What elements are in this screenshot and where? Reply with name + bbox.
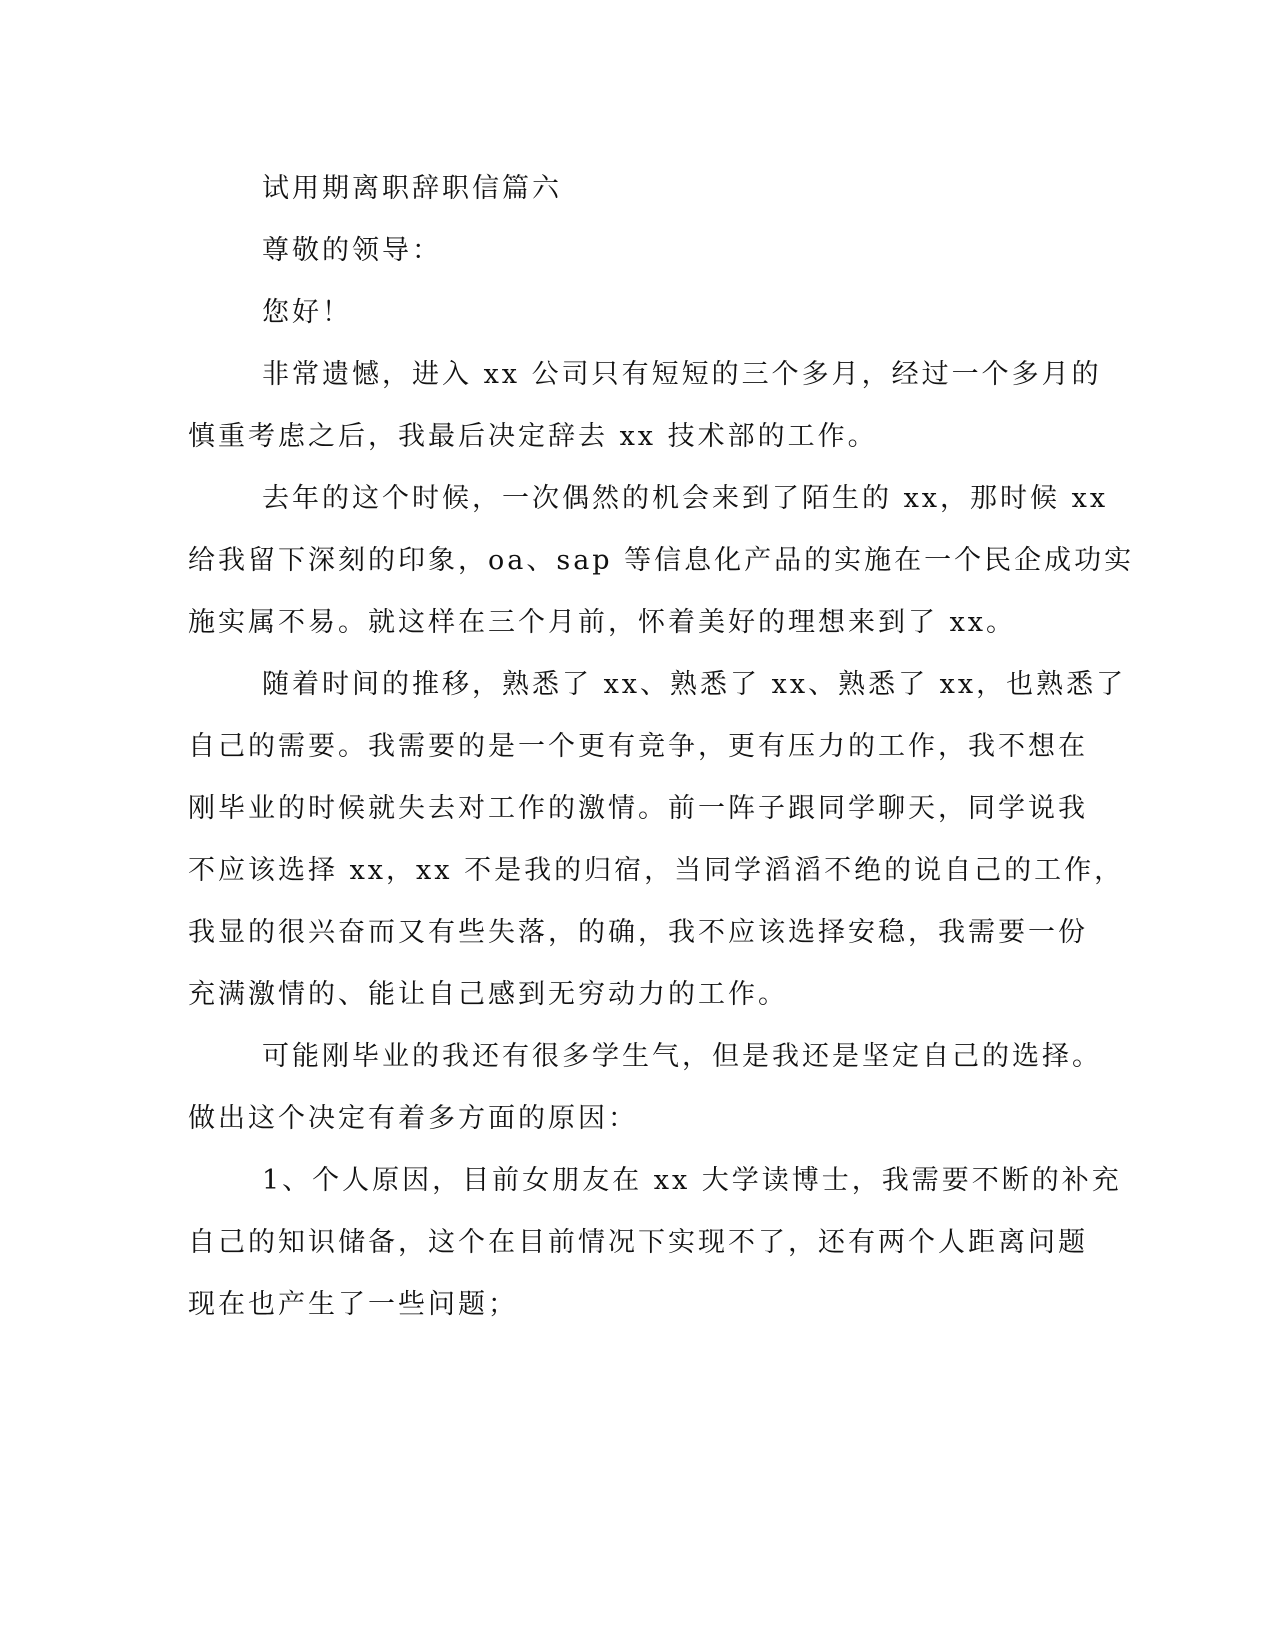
greeting: 您好！ xyxy=(262,297,352,328)
text-line: 不应该选择 xx，xx 不是我的归宿，当同学滔滔不绝的说自己的工作， xyxy=(188,855,1125,886)
text-line: 非常遗憾，进入 xx 公司只有短短的三个多月，经过一个多月的 xyxy=(262,359,1102,390)
text-line: 自己的需要。我需要的是一个更有竞争，更有压力的工作，我不想在 xyxy=(188,731,1088,762)
text-line: 施实属不易。就这样在三个月前，怀着美好的理想来到了 xx。 xyxy=(188,607,1017,638)
document-body xyxy=(188,158,1135,1336)
text-line: 充满激情的、能让自己感到无穷动力的工作。 xyxy=(188,979,788,1010)
text-line: 给我留下深刻的印象，oa、sap 等信息化产品的实施在一个民企成功实 xyxy=(188,545,1135,576)
letter-text xyxy=(188,344,1135,1336)
text-line: 刚毕业的时候就失去对工作的激情。前一阵子跟同学聊天，同学说我 xyxy=(188,793,1088,824)
document-title: 试用期离职辞职信篇六 xyxy=(262,173,562,204)
text-line: 做出这个决定有着多方面的原因： xyxy=(188,1103,638,1134)
text-line: 现在也产生了一些问题； xyxy=(188,1289,518,1320)
text-line: 1、个人原因，目前女朋友在 xx 大学读博士，我需要不断的补充 xyxy=(262,1165,1122,1196)
text-line: 自己的知识储备，这个在目前情况下实现不了，还有两个人距离问题 xyxy=(188,1227,1088,1258)
text-line: 慎重考虑之后，我最后决定辞去 xx 技术部的工作。 xyxy=(188,421,878,452)
text-line: 随着时间的推移，熟悉了 xx、熟悉了 xx、熟悉了 xx，也熟悉了 xyxy=(262,669,1127,700)
salutation: 尊敬的领导： xyxy=(262,235,442,266)
text-line: 我显的很兴奋而又有些失落，的确，我不应该选择安稳，我需要一份 xyxy=(188,917,1088,948)
text-line: 可能刚毕业的我还有很多学生气，但是我还是坚定自己的选择。 xyxy=(262,1041,1102,1072)
text-line: 去年的这个时候，一次偶然的机会来到了陌生的 xx，那时候 xx xyxy=(262,483,1109,514)
